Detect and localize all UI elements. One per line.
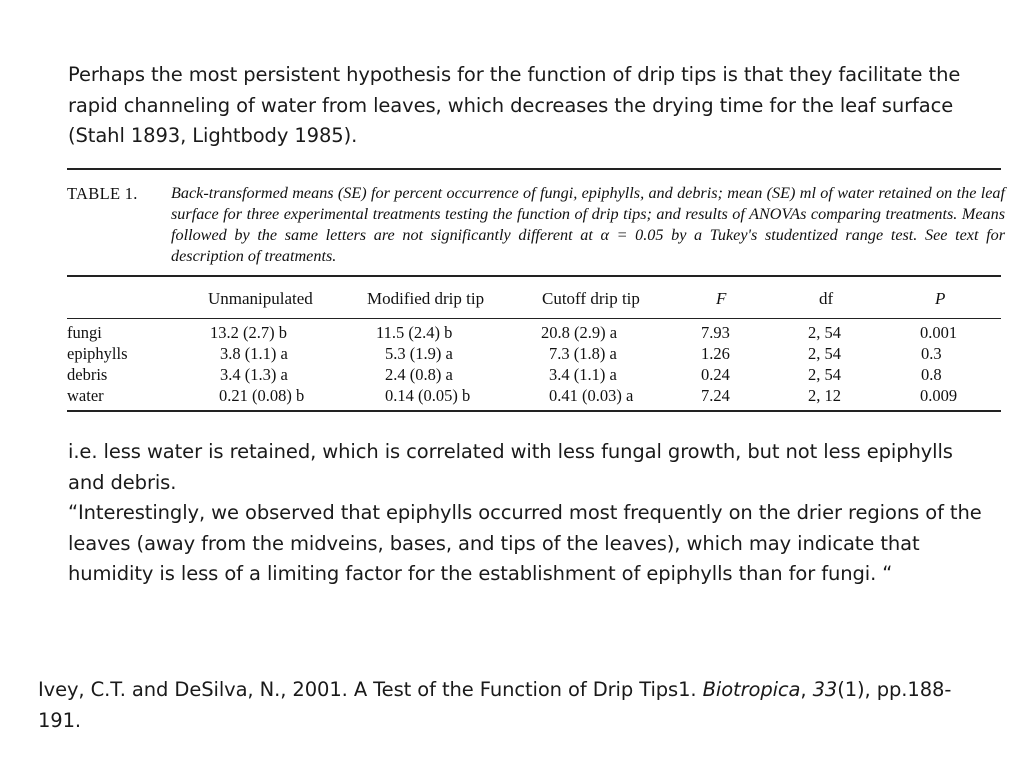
cell-cutoff: 0.41 (0.03) a bbox=[549, 386, 634, 405]
header-cutoff: Cutoff drip tip bbox=[542, 289, 640, 308]
cell-p: 0.009 bbox=[920, 386, 958, 405]
header-df: df bbox=[819, 289, 834, 308]
intro-text: Perhaps the most persistent hypothesis for the function of drip tips is that they facilitate the rapid channeling of water from leaves, which decreases the drying time for the leaf surface (Stahl 1893, Lightbody 1985). bbox=[68, 63, 961, 147]
cell-cutoff: 3.4 (1.1) a bbox=[549, 365, 617, 384]
citation-volume: 33 bbox=[812, 678, 838, 701]
cell-df: 2, 54 bbox=[808, 323, 841, 342]
cell-unmanipulated: 13.2 (2.7) b bbox=[210, 323, 287, 342]
intro-paragraph bbox=[68, 60, 968, 152]
header-modified: Modified drip tip bbox=[367, 289, 485, 308]
table-caption-rule bbox=[67, 275, 1001, 277]
row-name: epiphylls bbox=[67, 344, 128, 363]
commentary bbox=[68, 437, 988, 590]
cell-unmanipulated: 3.4 (1.3) a bbox=[220, 365, 288, 384]
header-p: P bbox=[935, 289, 946, 308]
cell-p: 0.001 bbox=[920, 323, 958, 342]
cell-f: 7.24 bbox=[701, 386, 730, 405]
table-top-rule bbox=[67, 168, 1001, 170]
row-name: fungi bbox=[67, 323, 102, 342]
table-caption: Back-transformed means (SE) for percent occurrence of fungi, epiphylls, and debris; mean (SE) ml of water retained on the leaf surface for three experimental treatments testing the function of drip tips; and results of ANOVAs comparing treatments. Means followed by the same letters are not significantly different at α = 0.05 by a Tukey's studentized range test. See text for description of treatments. bbox=[171, 184, 1005, 265]
cell-df: 2, 12 bbox=[808, 386, 841, 405]
table-header-rule bbox=[67, 318, 1001, 319]
citation-journal: Biotropica bbox=[702, 678, 801, 701]
cell-f: 0.24 bbox=[701, 365, 730, 384]
cell-modified: 0.14 (0.05) b bbox=[385, 386, 471, 405]
cell-f: 1.26 bbox=[701, 344, 730, 363]
cell-modified: 11.5 (2.4) b bbox=[376, 323, 453, 342]
citation-authors: Ivey, C.T. and DeSilva, N., 2001. A Test of the Function of Drip Tips1. bbox=[38, 678, 697, 701]
cell-unmanipulated: 3.8 (1.1) a bbox=[220, 344, 288, 363]
commentary-line: i.e. less water is retained, which is correlated with less fungal growth, but not less epiphylls and debris. bbox=[68, 440, 953, 494]
cell-cutoff: 7.3 (1.8) a bbox=[549, 344, 617, 363]
table-bottom-rule bbox=[67, 410, 1001, 412]
citation: Ivey, C.T. and DeSilva, N., 2001. A Test of the Function of Drip Tips1. Biotropica, 33(1), pp.188-191. bbox=[38, 678, 952, 732]
citation-issue-pages: (1), pp.188-191. bbox=[38, 678, 952, 732]
cell-p: 0.3 bbox=[921, 344, 942, 363]
cell-unmanipulated: 0.21 (0.08) b bbox=[219, 386, 305, 405]
cell-df: 2, 54 bbox=[808, 365, 841, 384]
cell-modified: 2.4 (0.8) a bbox=[385, 365, 453, 384]
header-unmanipulated: Unmanipulated bbox=[208, 289, 313, 308]
table-label: TABLE 1. bbox=[67, 184, 138, 203]
cell-p: 0.8 bbox=[921, 365, 942, 384]
cell-modified: 5.3 (1.9) a bbox=[385, 344, 453, 363]
row-name: water bbox=[67, 386, 104, 405]
row-name: debris bbox=[67, 365, 108, 384]
cell-f: 7.93 bbox=[701, 323, 730, 342]
cell-df: 2, 54 bbox=[808, 344, 841, 363]
header-f: F bbox=[716, 289, 727, 308]
cell-cutoff: 20.8 (2.9) a bbox=[541, 323, 618, 342]
table-figure bbox=[67, 168, 1005, 414]
quote-text: “Interestingly, we observed that epiphylls occurred most frequently on the drier regions of the leaves (away from the midveins, bases, and tips of the leaves), which may indicate that humidity is less of a limiting factor for the establishment of epiphylls than for fungi. “ bbox=[68, 501, 982, 585]
